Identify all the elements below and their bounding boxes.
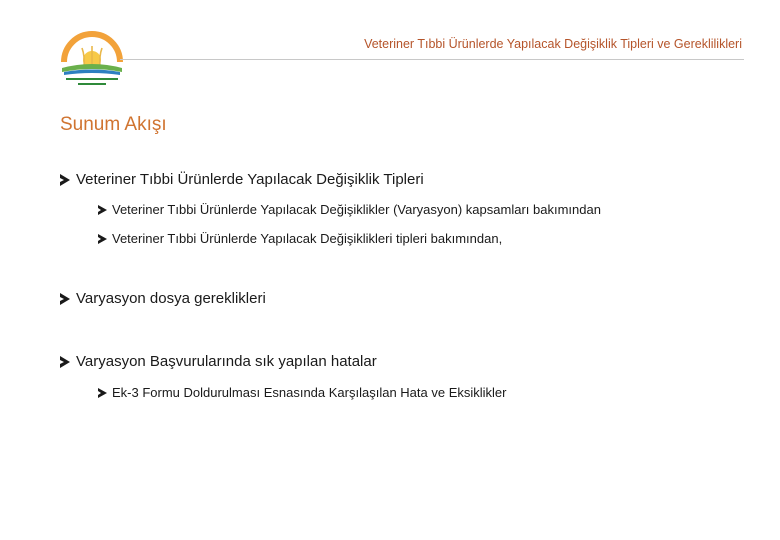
section-title: Sunum Akışı <box>60 114 167 135</box>
arrowhead-bullet-icon <box>60 174 70 186</box>
arrowhead-bullet-icon <box>60 356 70 368</box>
bullet-text: Veteriner Tıbbi Ürünlerde Yapılacak Değişiklik Tipleri <box>76 171 424 188</box>
bullet-text: Ek-3 Formu Doldurulması Esnasında Karşılaşılan Hata ve Eksiklikler <box>112 385 507 400</box>
header-title: Veteriner Tıbbi Ürünlerde Yapılacak Değişiklik Tipleri ve Gereklilikleri <box>364 37 742 51</box>
header-divider <box>120 59 744 60</box>
arrowhead-bullet-icon <box>98 234 107 244</box>
arrowhead-bullet-icon <box>98 388 107 398</box>
bullet-text: Varyasyon Başvurularında sık yapılan hatalar <box>76 353 377 370</box>
bullet-text: Varyasyon dosya gereklikleri <box>76 290 266 307</box>
bullet-item <box>60 290 266 307</box>
arrowhead-bullet-icon <box>98 205 107 215</box>
bullet-item <box>60 171 424 188</box>
arrowhead-bullet-icon <box>60 293 70 305</box>
sub-bullet-item <box>98 202 601 217</box>
sub-bullet-item <box>98 231 502 246</box>
sub-bullet-item <box>98 385 506 400</box>
bullet-text: Veteriner Tıbbi Ürünlerde Yapılacak Değişiklikleri tipleri bakımından, <box>112 231 503 246</box>
ministry-logo <box>54 26 130 92</box>
bullet-text: Veteriner Tıbbi Ürünlerde Yapılacak Değişiklikler (Varyasyon) kapsamları bakımından <box>112 202 601 217</box>
bullet-item <box>60 353 377 370</box>
